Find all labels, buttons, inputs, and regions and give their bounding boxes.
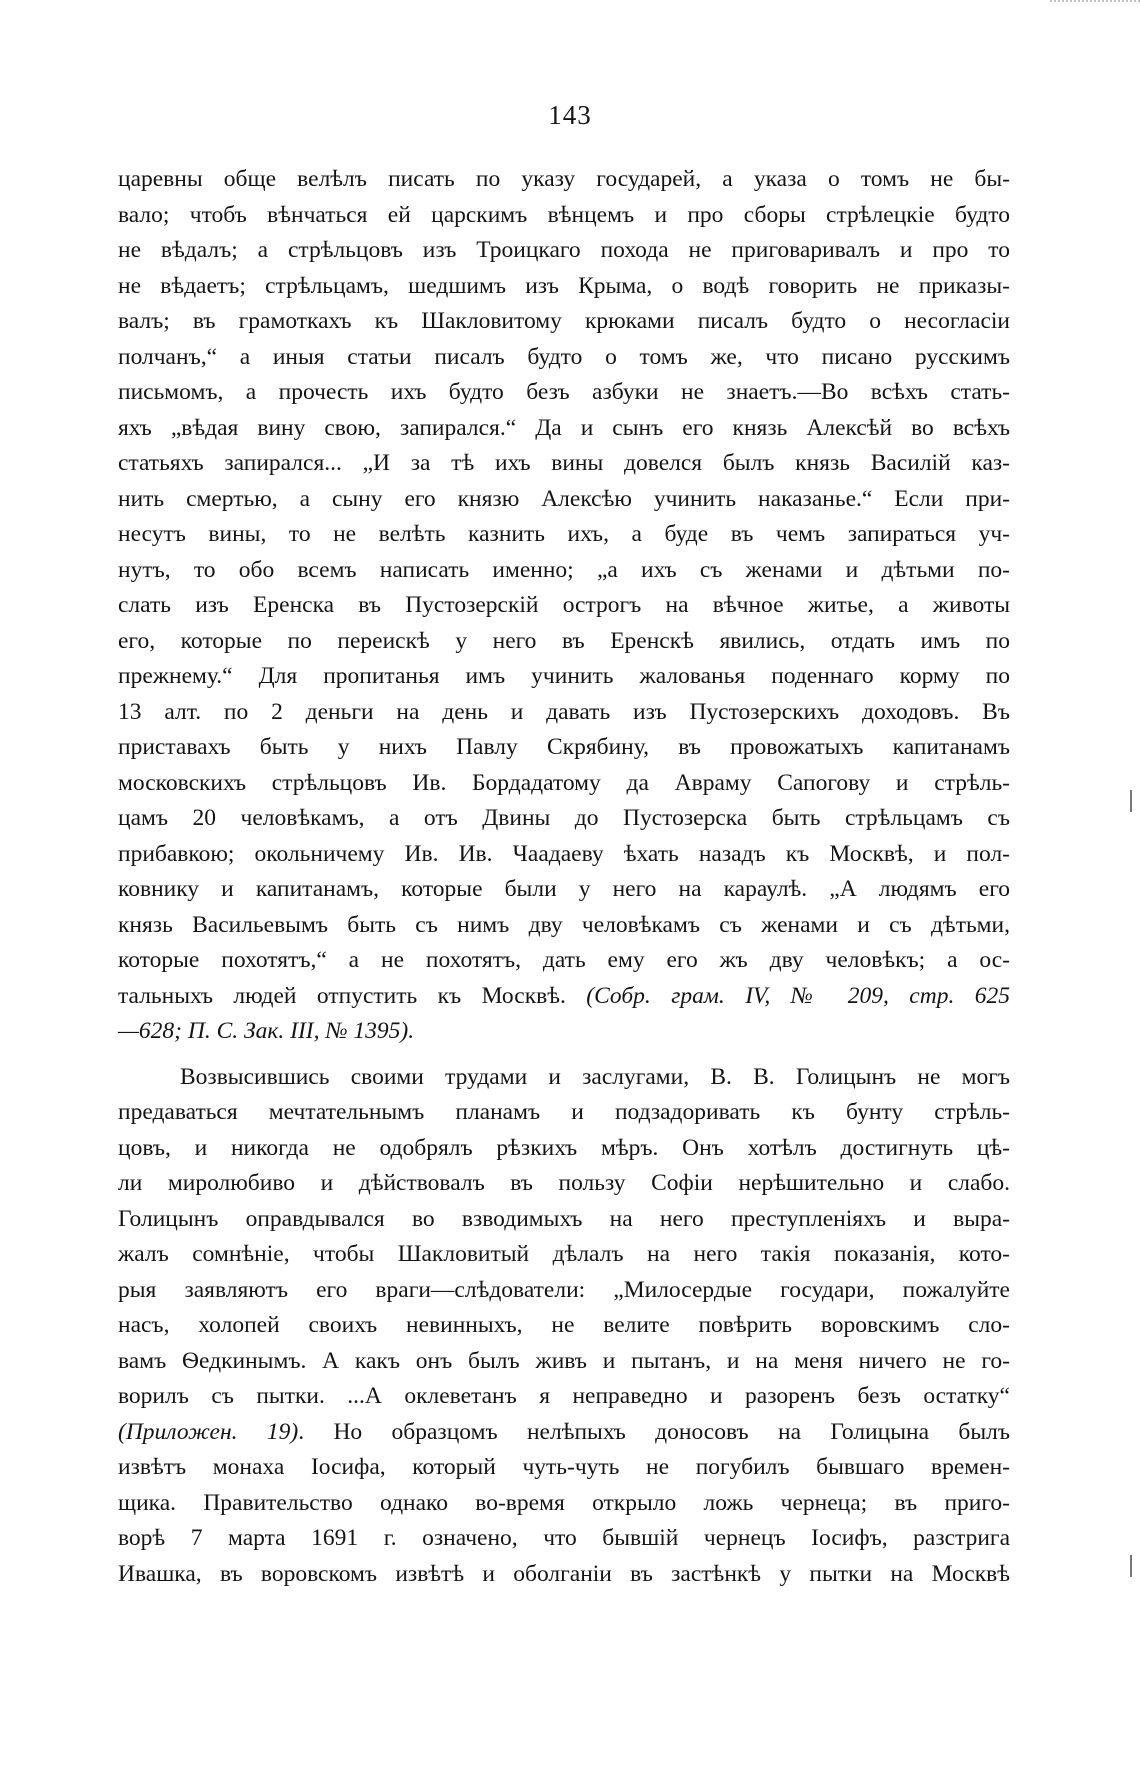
line-text: письмомъ, а прочесть ихъ будто безъ азбуки не знаетъ.—Во всѣхъ стать- bbox=[118, 379, 1010, 405]
line-text: нить смертью, а сыну его князю Алексѣю учинить наказанье.“ Если при- bbox=[118, 485, 1010, 512]
line-text: насъ, холопей своихъ невинныхъ, не велите повѣрить воровскимъ сло- bbox=[118, 1312, 1010, 1338]
text-line bbox=[118, 943, 1010, 979]
line-text: которые похотятъ,“ а не похотятъ, дать ему его жъ дву человѣкъ; а ос- bbox=[118, 947, 1010, 973]
line-text: Возвысившись своими трудами и заслугами, В. В. Голицынъ не могъ bbox=[180, 1063, 1010, 1090]
text-line bbox=[118, 162, 1010, 198]
text-line bbox=[118, 1486, 1010, 1522]
text-line bbox=[118, 801, 1010, 837]
text-line bbox=[118, 659, 1010, 695]
text-line bbox=[118, 375, 1010, 411]
line-text: нутъ, то обо всемъ написать именно; „а ихъ съ женами и дѣтьми по- bbox=[118, 556, 1010, 583]
text-line bbox=[118, 446, 1010, 482]
line-text: цамъ 20 человѣкамъ, а отъ Двины до Пустозерска быть стрѣльцамъ съ bbox=[118, 805, 1010, 831]
text-line bbox=[118, 1521, 1010, 1557]
text-line bbox=[118, 1557, 1010, 1593]
line-text: предаваться мечтательнымъ планамъ и подзадоривать къ бунту стрѣль- bbox=[118, 1099, 1010, 1125]
text-line bbox=[118, 837, 1010, 873]
line-text: не вѣдалъ; а стрѣльцовъ изъ Троицкаго похода не приговаривалъ и про то bbox=[118, 237, 1010, 263]
text-line bbox=[118, 233, 1010, 269]
text-line bbox=[118, 1237, 1010, 1273]
line-text: князь Васильевымъ быть съ нимъ дву человѣкамъ съ женами и съ дѣтьми, bbox=[118, 911, 1010, 938]
text-line bbox=[118, 1415, 1010, 1451]
page-number: 143 bbox=[548, 100, 592, 130]
text-line bbox=[118, 1202, 1010, 1238]
text-line bbox=[118, 1308, 1010, 1344]
line-text: извѣтъ монаха Іосифа, который чуть-чуть не погубилъ бывшаго времен- bbox=[118, 1454, 1010, 1480]
text-line bbox=[118, 1060, 1010, 1096]
text-line bbox=[118, 588, 1010, 624]
line-text: приставахъ быть у нихъ Павлу Скрябину, въ провожатыхъ капитанамъ bbox=[118, 734, 1010, 760]
scan-edge-tick bbox=[1130, 790, 1132, 812]
line-text: царевны обще велѣлъ писать по указу государей, а указа о томъ не бы- bbox=[118, 166, 1010, 192]
paragraph-gap bbox=[118, 1050, 1010, 1060]
line-text: несутъ вины, то не велѣть казнить ихъ, а буде въ чемъ запираться уч- bbox=[118, 521, 1010, 547]
text-line bbox=[118, 1379, 1010, 1415]
line-text: прежнему.“ Для пропитанья имъ учинить жалованья поденнаго корму по bbox=[118, 663, 1010, 689]
line-text: ковнику и капитанамъ, которые были у него на караулѣ. „А людямъ его bbox=[118, 876, 1010, 902]
line-text: Голицынъ оправдывался во взводимыхъ на него преступленіяхъ и выра- bbox=[118, 1205, 1010, 1232]
line-text: рыя заявляютъ его враги—слѣдователи: „Милосердые государи, пожалуйте bbox=[118, 1276, 1010, 1303]
text-body bbox=[118, 162, 1010, 1592]
text-line bbox=[118, 517, 1010, 553]
citation-text: —628; П. С. Зак. III, № 1395). bbox=[118, 1018, 415, 1044]
text-line bbox=[118, 1131, 1010, 1167]
line-text: московскихъ стрѣльцовъ Ив. Бордадатому да Авраму Сапогову и стрѣль- bbox=[118, 769, 1010, 796]
line-text: щика. Правительство однако во-время открыло ложь чернеца; въ приго- bbox=[118, 1489, 1010, 1516]
line-text: полчанъ,“ а иныя статьи писалъ будто о томъ же, что писано русскимъ bbox=[118, 343, 1010, 370]
text-line bbox=[118, 198, 1010, 234]
line-text: слать изъ Еренска въ Пустозерскій острогъ на вѣчное житье, а животы bbox=[118, 592, 1010, 618]
line-text: цовъ, и никогда не одобрялъ рѣзкихъ мѣръ. Онъ хотѣлъ достигнуть цѣ- bbox=[118, 1134, 1010, 1161]
paragraph bbox=[118, 1060, 1010, 1593]
text-line bbox=[118, 1273, 1010, 1309]
text-line bbox=[118, 624, 1010, 660]
text-line bbox=[118, 730, 1010, 766]
text-line bbox=[118, 766, 1010, 802]
line-text: ли миролюбиво и дѣйствовалъ въ пользу Софіи нерѣшительно и слабо. bbox=[118, 1170, 1010, 1196]
text-line bbox=[118, 1344, 1010, 1380]
line-text: тальныхъ людей отпустить къ Москвѣ. bbox=[118, 982, 587, 1009]
text-line bbox=[118, 695, 1010, 731]
line-text: яхъ „вѣдая вину свою, запирался.“ Да и сынъ его князь Алексѣй во всѣхъ bbox=[118, 414, 1010, 441]
line-text: статьяхъ запирался... „И за тѣ ихъ вины довелся былъ князь Василій каз- bbox=[118, 450, 1010, 476]
line-text: 13 алт. по 2 деньги на день и давать изъ Пустозерскихъ доходовъ. Въ bbox=[118, 698, 1010, 725]
text-line bbox=[118, 872, 1010, 908]
text-line bbox=[118, 1095, 1010, 1131]
text-line bbox=[118, 482, 1010, 518]
text-line bbox=[118, 340, 1010, 376]
text-line bbox=[118, 1166, 1010, 1202]
line-text: не вѣдаетъ; стрѣльцамъ, шедшимъ изъ Крыма, о водѣ говорить не приказы- bbox=[118, 272, 1010, 299]
text-line bbox=[118, 411, 1010, 447]
citation-text: (Приложен. 19) bbox=[118, 1418, 299, 1445]
line-text: жалъ сомнѣніе, чтобы Шакловитый дѣлалъ на него такія показанія, кото- bbox=[118, 1241, 1010, 1267]
line-text: его, которые по переискѣ у него въ Еренскѣ явились, отдать имъ по bbox=[118, 627, 1010, 654]
line-text: вамъ Ѳедкинымъ. А какъ онъ былъ живъ и пытанъ, и на меня ничего не го- bbox=[118, 1347, 1010, 1374]
line-text: . Но образцомъ нелѣпыхъ доносовъ на Голицына былъ bbox=[298, 1418, 1010, 1445]
line-text: прибавкою; окольничему Ив. Ив. Чаадаеву ѣхать назадъ къ Москвѣ, и пол- bbox=[118, 840, 1010, 867]
scan-edge-tick bbox=[1130, 1555, 1132, 1577]
text-line bbox=[118, 304, 1010, 340]
text-line bbox=[118, 553, 1010, 589]
line-text: Ивашка, въ воровскомъ извѣтѣ и оболганіи въ застѣнкѣ у пытки на Москвѣ bbox=[118, 1560, 1010, 1587]
scan-edge-mark bbox=[1050, 0, 1140, 20]
paragraph bbox=[118, 162, 1010, 1050]
text-line bbox=[118, 908, 1010, 944]
text-line bbox=[118, 269, 1010, 305]
line-text: ворилъ съ пытки. ...А оклеветанъ я неправедно и разоренъ безъ остатку“ bbox=[118, 1383, 1010, 1409]
line-text: ворѣ 7 марта 1691 г. означено, что бывшій чернецъ Іосифъ, разстрига bbox=[118, 1525, 1010, 1551]
line-text: валъ; въ грамоткахъ къ Шакловитому крюками писалъ будто о несогласіи bbox=[118, 308, 1010, 334]
text-line bbox=[118, 1014, 1010, 1050]
citation-text: (Собр. грам. IV, № 209, стр. 625 bbox=[586, 982, 1011, 1009]
text-line bbox=[118, 1450, 1010, 1486]
text-line bbox=[118, 979, 1010, 1015]
line-text: вало; чтобъ вѣнчаться ей царскимъ вѣнцемъ и про сборы стрѣлецкіе будто bbox=[118, 201, 1010, 228]
